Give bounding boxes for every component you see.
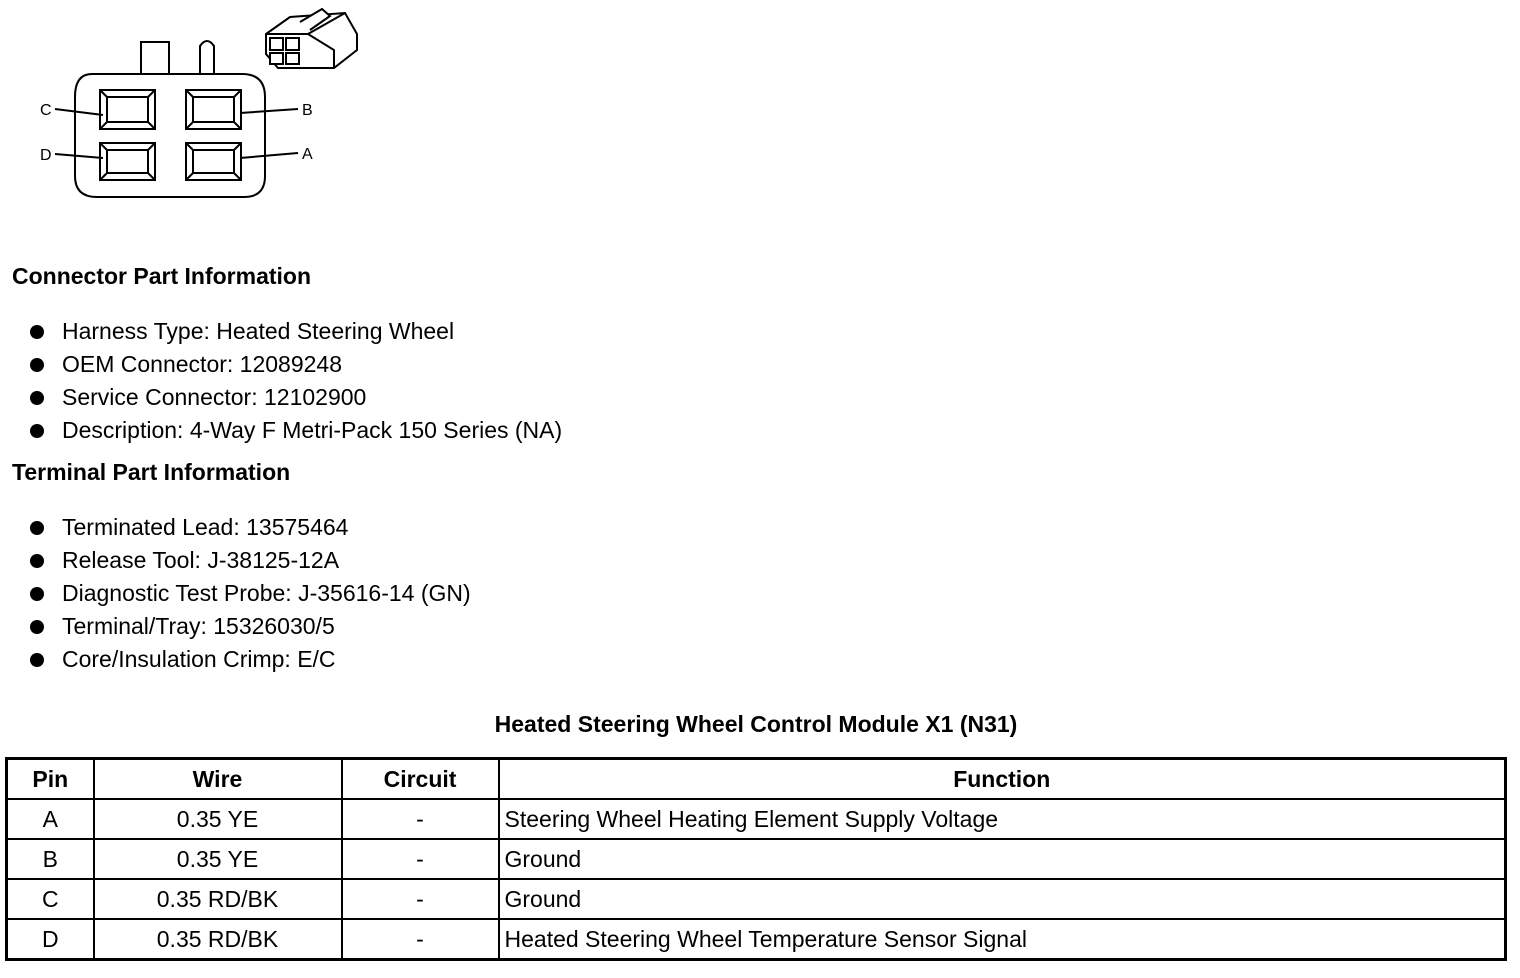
cell-pin: A bbox=[7, 799, 94, 839]
table-row bbox=[7, 839, 1506, 879]
header-wire: Wire bbox=[94, 759, 342, 800]
connector-3d-inset bbox=[266, 9, 357, 68]
list-item-text: Diagnostic Test Probe: J-35616-14 (GN) bbox=[62, 580, 471, 606]
cell-circuit: - bbox=[342, 799, 499, 839]
list-item bbox=[28, 381, 562, 414]
pin-table bbox=[5, 757, 1507, 961]
cell-circuit: - bbox=[342, 879, 499, 919]
cell-function: Heated Steering Wheel Temperature Sensor Signal bbox=[499, 919, 1506, 960]
bullet-icon bbox=[30, 587, 44, 601]
terminal-part-info-heading: Terminal Part Information bbox=[12, 459, 291, 485]
table-row bbox=[7, 919, 1506, 960]
list-item bbox=[28, 348, 562, 381]
bullet-icon bbox=[30, 653, 44, 667]
bullet-icon bbox=[30, 554, 44, 568]
pin-table-title: Heated Steering Wheel Control Module X1 (N31) bbox=[494, 711, 1018, 737]
cell-circuit: - bbox=[342, 839, 499, 879]
list-item bbox=[28, 511, 471, 544]
bullet-icon bbox=[30, 521, 44, 535]
list-item-text: Harness Type: Heated Steering Wheel bbox=[62, 318, 455, 344]
list-item bbox=[28, 544, 471, 577]
pin-label-b: B bbox=[302, 102, 313, 119]
cell-pin: B bbox=[7, 839, 94, 879]
cell-function: Ground bbox=[499, 839, 1506, 879]
connector-part-info-list bbox=[28, 315, 562, 447]
header-circuit: Circuit bbox=[342, 759, 499, 800]
pin-label-c: C bbox=[40, 102, 52, 119]
bullet-icon bbox=[30, 358, 44, 372]
table-header-row bbox=[7, 759, 1506, 800]
pin-label-d: D bbox=[40, 147, 52, 164]
bullet-icon bbox=[30, 325, 44, 339]
cell-wire: 0.35 RD/BK bbox=[94, 919, 342, 960]
bullet-icon bbox=[30, 391, 44, 405]
list-item bbox=[28, 315, 562, 348]
connector-post bbox=[200, 41, 214, 74]
list-item-text: OEM Connector: 12089248 bbox=[62, 351, 343, 377]
header-function: Function bbox=[499, 759, 1506, 800]
connector-part-info-heading: Connector Part Information bbox=[12, 263, 312, 289]
bullet-icon bbox=[30, 620, 44, 634]
list-item-text: Description: 4-Way F Metri-Pack 150 Series (NA) bbox=[62, 417, 563, 443]
cell-function: Ground bbox=[499, 879, 1506, 919]
pin-label-a: A bbox=[302, 146, 313, 163]
table-row bbox=[7, 879, 1506, 919]
list-item-text: Release Tool: J-38125-12A bbox=[62, 547, 340, 573]
list-item bbox=[28, 414, 562, 447]
cell-pin: C bbox=[7, 879, 94, 919]
table-row bbox=[7, 799, 1506, 839]
connector-face-diagram bbox=[0, 0, 380, 215]
cell-circuit: - bbox=[342, 919, 499, 960]
bullet-icon bbox=[30, 424, 44, 438]
cell-function: Steering Wheel Heating Element Supply Voltage bbox=[499, 799, 1506, 839]
cell-wire: 0.35 YE bbox=[94, 799, 342, 839]
header-pin: Pin bbox=[7, 759, 94, 800]
list-item-text: Core/Insulation Crimp: E/C bbox=[62, 646, 336, 672]
terminal-part-info-list bbox=[28, 511, 471, 676]
list-item-text: Service Connector: 12102900 bbox=[62, 384, 367, 410]
connector-lock-tab bbox=[141, 42, 169, 74]
cell-wire: 0.35 YE bbox=[94, 839, 342, 879]
list-item-text: Terminated Lead: 13575464 bbox=[62, 514, 349, 540]
cell-wire: 0.35 RD/BK bbox=[94, 879, 342, 919]
list-item bbox=[28, 643, 471, 676]
list-item-text: Terminal/Tray: 15326030/5 bbox=[62, 613, 335, 639]
list-item bbox=[28, 610, 471, 643]
list-item bbox=[28, 577, 471, 610]
cell-pin: D bbox=[7, 919, 94, 960]
